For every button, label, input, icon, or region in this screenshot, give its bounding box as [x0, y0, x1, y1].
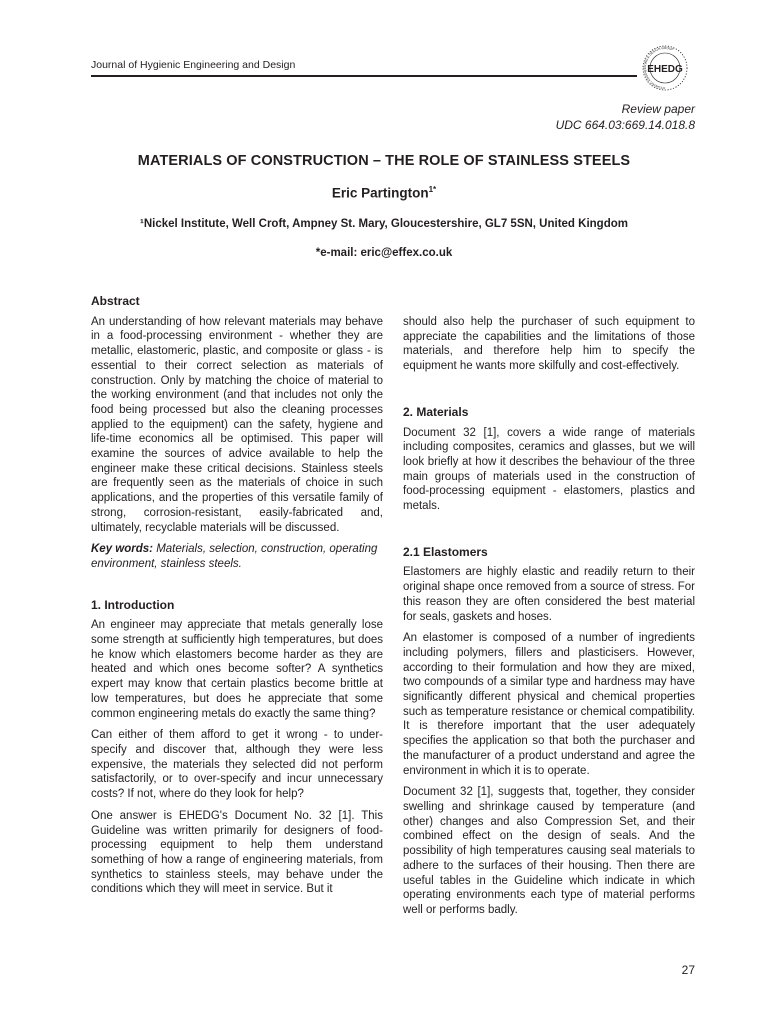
introduction-paragraph-2: Can either of them afford to get it wrong - to under-specify and discover that, although they were less expensive, the materials they selected did not perform satisfactorily, or to over-specify and incur unnecessary costs? If not, where do they look for help?: [91, 729, 383, 801]
introduction-paragraph-3: One answer is EHEDG's Document No. 32 [1]. This Guideline was written primarily for designers of food-processing equipment to help them understand something of how a range of engineering materials, from synthetics to stainless steels, may behave under the conditions which they will meet in service. But it: [91, 809, 383, 896]
materials-heading: 2. Materials: [403, 404, 469, 419]
elastomers-paragraph-2: An elastomer is composed of a number of ingredients including polymers, fillers and plasticisers. However, according to their formulation and how they are mixed, two compounds of a similar type and hardness may have significantly different physical and chemical properties such as temperature resistance or chemical compatibility. It is therefore important that the user adequately specifies the application so that both the purchaser and the manufacturer of a product understand and agree the environment in which it is to operate.: [403, 632, 695, 777]
keywords: [91, 542, 383, 571]
author-superscript: 1*: [428, 185, 437, 194]
author: [0, 185, 768, 201]
author-name: Eric Partington: [331, 185, 429, 201]
paper-type: Review paper: [621, 102, 695, 116]
header-rule: [91, 75, 637, 77]
paper-title: MATERIALS OF CONSTRUCTION – THE ROLE OF STAINLESS STEELS: [137, 153, 631, 169]
logo-ring-text: HYGIENIC ENGINEERING & DESIGN GROUP: [643, 45, 675, 91]
introduction-paragraph-3-continued: should also help the purchaser of such equipment to appreciate the capabilities and the limitations of those materials, and therefore help him to specify the equipment he wants more skilfully and cost-effectively.: [403, 316, 695, 373]
keywords-list: Materials, selection, construction, operating environment, stainless steels.: [91, 543, 378, 570]
ehedg-logo: [637, 44, 693, 92]
elastomers-paragraph-1: Elastomers are highly elastic and readily return to their original shape once removed from a source of stress. For this reason they are often considered the best material for seals, gaskets and hoses.: [403, 566, 695, 623]
logo-text: EHEDG: [647, 64, 683, 75]
journal-name: Journal of Hygienic Engineering and Design: [91, 59, 296, 71]
left-column: [91, 294, 383, 904]
elastomers-paragraph-3: Document 32 [1], suggests that, together, they consider swelling and shrinkage caused by temperature (and other) changes and also Compression Set, and their combined effect on the design of seals. And the possibility of high temperatures causing seal materials to adhere to the surfaces of their housing. Then there are useful tables in the Guideline which indicate in which operating environments each type of material performs well or performs badly.: [403, 786, 695, 916]
introduction-heading: 1. Introduction: [91, 597, 175, 612]
materials-paragraph: Document 32 [1], covers a wide range of materials including composites, ceramics and glasses, but we will look briefly at how it describes the behaviour of the three main groups of materials used in the construction of food-processing equipment - elastomers, plastics and metals.: [403, 426, 695, 513]
abstract-text: An understanding of how relevant materials may behave in a food-processing environment - whether they are metallic, elastomeric, plastic, and composite or glass - is essential to their correct selection as materials of construction. Only by matching the choice of material to the working environment (and that includes not only the food being processed but also the cleaning processes applied to the equipment) can the safety, hygiene and life-time economics all be optimised. This paper will examine the sources of advice available to help the engineer make these critical decisions. Stainless steels are frequently seen as the materials of choice in such applications, and the properties of this versatile family of strong, corrosion-resistant, easily-fabricated and, ultimately, recyclable materials will be discussed.: [91, 315, 383, 534]
author-email: *e-mail: eric@effex.co.uk: [315, 247, 453, 259]
keywords-label: Key words:: [91, 543, 153, 556]
abstract-heading: Abstract: [91, 294, 140, 308]
introduction-paragraph-1: An engineer may appreciate that metals generally lose some strength at sufficiently high temperatures, but does he know which elastomers become harder as they are heated and which ones become softer? A synthetics expert may know that certain plastics become brittle at low temperatures, but does he appreciate that some common engineering metals do exactly the same thing?: [91, 619, 383, 720]
udc-code: UDC 664.03:669.14.018.8: [555, 118, 695, 132]
right-column: [403, 315, 695, 925]
elastomers-heading: 2.1 Elastomers: [403, 544, 488, 559]
affiliation: ¹Nickel Institute, Well Croft, Ampney St. Mary, Gloucestershire, GL7 5SN, United Kingdom: [140, 218, 628, 230]
page-number: 27: [681, 963, 695, 977]
paper-meta: [556, 101, 695, 133]
